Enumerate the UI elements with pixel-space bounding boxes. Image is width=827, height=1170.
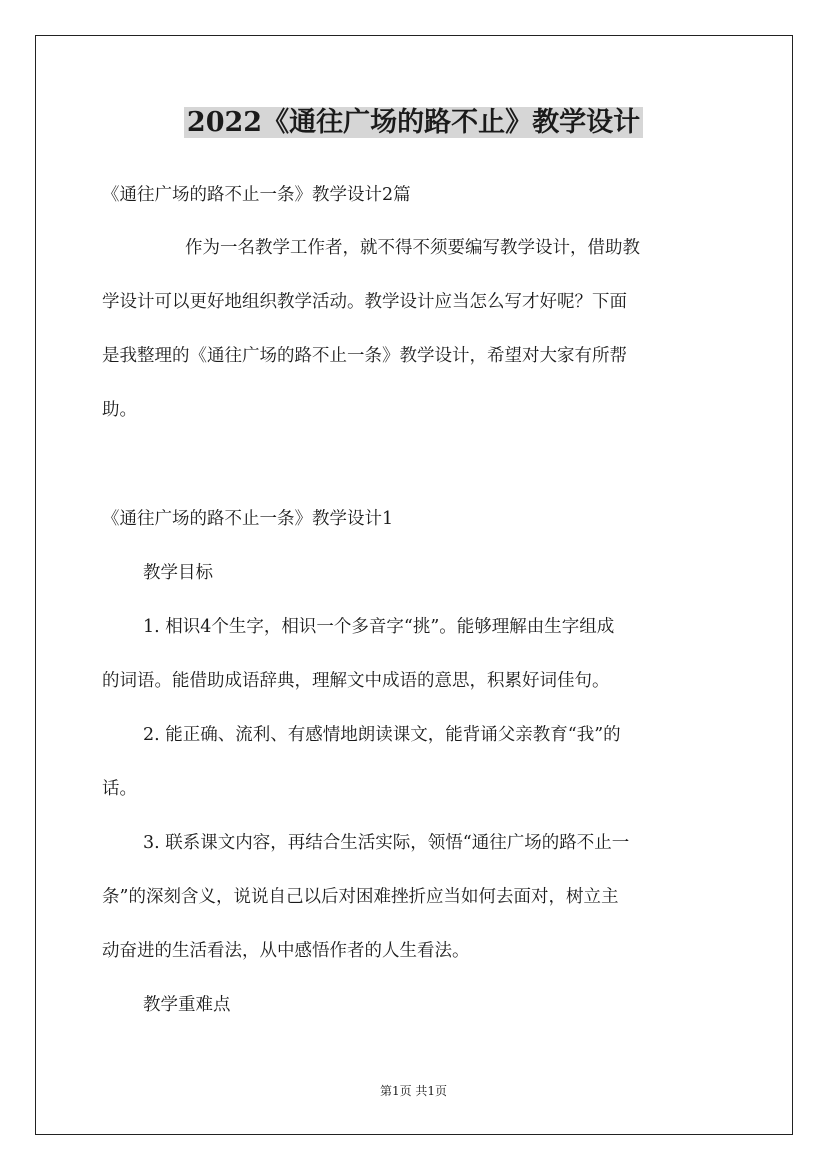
document-title — [0, 103, 827, 143]
subsection-heading: 教学重难点 — [143, 995, 231, 1015]
paragraph-line: 学设计可以更好地组织教学活动。教学设计应当怎么写才好呢？下面 — [102, 292, 627, 312]
subsection-heading: 教学目标 — [143, 563, 213, 583]
section-heading: 《通往广场的路不止一条》教学设计1 — [102, 509, 394, 529]
list-item-line: 2. 能正确、流利、有感情地朗读课文，能背诵父亲教育“我”的 — [143, 725, 621, 745]
list-item-line: 条”的深刻含义，说说自己以后对困难挫折应当如何去面对，树立主 — [102, 887, 619, 907]
subtitle-line: 《通往广场的路不止一条》教学设计2篇 — [102, 185, 411, 205]
paragraph-line: 作为一名教学工作者，就不得不须要编写教学设计，借助教 — [185, 238, 640, 258]
list-item-line: 话。 — [102, 779, 137, 799]
list-item-line: 的词语。能借助成语辞典，理解文中成语的意思，积累好词佳句。 — [102, 671, 610, 691]
title-text: 2022《通往广场的路不止》教学设计 — [184, 107, 643, 138]
list-item-line: 1. 相识4个生字，相识一个多音字“挑”。能够理解由生字组成 — [143, 617, 615, 637]
paragraph-line: 是我整理的《通往广场的路不止一条》教学设计，希望对大家有所帮 — [102, 346, 627, 366]
page-footer: 第1页 共1页 — [379, 1084, 448, 1098]
list-item-line: 动奋进的生活看法，从中感悟作者的人生看法。 — [102, 941, 470, 961]
list-item-line: 3. 联系课文内容，再结合生活实际，领悟“通往广场的路不止一 — [143, 833, 630, 853]
paragraph-line: 助。 — [102, 400, 137, 420]
